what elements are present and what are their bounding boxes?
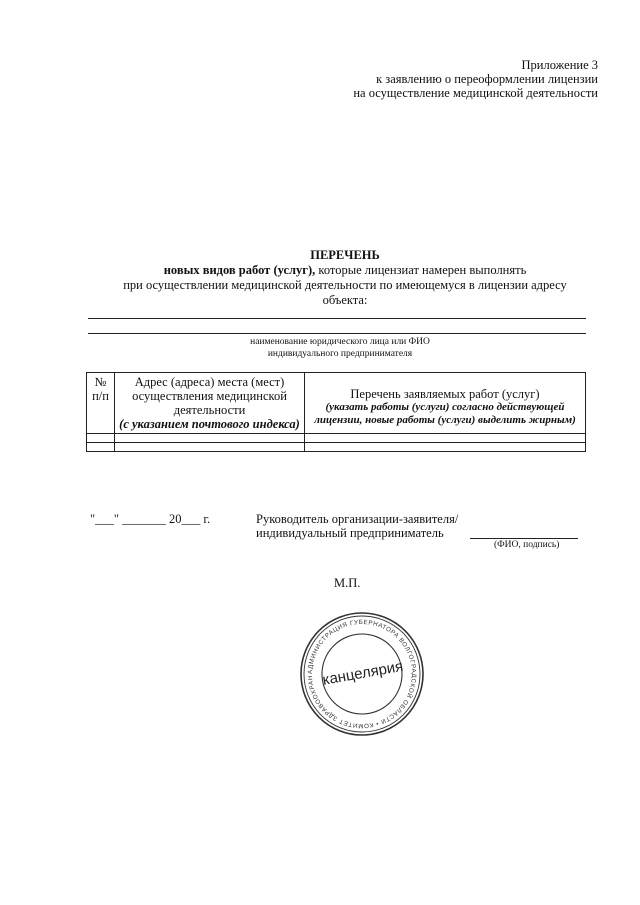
table-row[interactable]	[87, 443, 586, 452]
stamp-ring-text: АДМИНИСТРАЦИЯ ГУБЕРНАТОРА ВОЛГОГРАДСКОЙ ОБЛАСТИ • КОМИТЕТ ЗДРАВООХРАН	[306, 618, 418, 730]
table-cell[interactable]	[305, 434, 586, 443]
office-stamp	[298, 610, 426, 738]
header-works	[305, 373, 586, 434]
works-table	[86, 372, 586, 452]
document-title: ПЕРЕЧЕНЬ	[310, 248, 380, 262]
header-works-text: Перечень заявляемых работ (услуг)	[350, 387, 540, 401]
table-cell[interactable]	[87, 443, 115, 452]
entity-name-line-2[interactable]	[88, 333, 586, 334]
signature-caption: (ФИО, подпись)	[494, 540, 560, 550]
header-address	[115, 373, 305, 434]
caption-line-1: наименование юридического лица или ФИО	[250, 337, 430, 347]
signature-line[interactable]	[470, 538, 578, 539]
header-address-note: (с указанием почтового индекса)	[119, 417, 300, 431]
entity-name-caption	[200, 336, 480, 360]
seal-place-label: М.П.	[334, 576, 361, 590]
heading-line-3: при осуществлении медицинской деятельности по имеющемуся в лицензии адресу	[123, 278, 567, 292]
caption-line-2: индивидуального предпринимателя	[267, 349, 413, 359]
appendix-number: Приложение 3	[521, 58, 598, 72]
date-field[interactable]: "___" _______ 20___ г.	[90, 512, 211, 526]
heading-line-2	[80, 263, 610, 278]
heading-line-4: объекта:	[322, 293, 368, 307]
entity-name-line-1[interactable]	[88, 318, 586, 319]
table-cell[interactable]	[305, 443, 586, 452]
stamp-center-text: канцелярия	[321, 657, 405, 689]
table-cell[interactable]	[115, 434, 305, 443]
signer-block	[256, 512, 458, 540]
stamp-icon	[298, 610, 426, 738]
appendix-line-3: на осуществление медицинской деятельности	[353, 86, 598, 100]
table-header-row	[87, 373, 586, 434]
heading-bold-phrase: новых видов работ (услуг),	[163, 263, 316, 277]
header-number: № п/п	[87, 373, 115, 434]
appendix-line-2: к заявлению о переоформлении лицензии	[376, 72, 598, 86]
table-cell[interactable]	[115, 443, 305, 452]
heading-line-2-rest: которые лицензиат намерен выполнять	[315, 263, 527, 277]
header-address-text: Адрес (адреса) места (мест) осуществления медицинской деятельности	[132, 375, 287, 417]
signer-line-2: индивидуальный предприниматель	[256, 526, 444, 540]
appendix-note	[353, 58, 598, 100]
header-works-hint: (указать работы (услуги) согласно действующей лицензии, новые работы (услуги) выделить жирным)	[314, 401, 576, 426]
table-cell[interactable]	[87, 434, 115, 443]
document-heading	[80, 248, 610, 308]
table-row[interactable]	[87, 434, 586, 443]
signer-line-1: Руководитель организации-заявителя/	[256, 512, 459, 526]
